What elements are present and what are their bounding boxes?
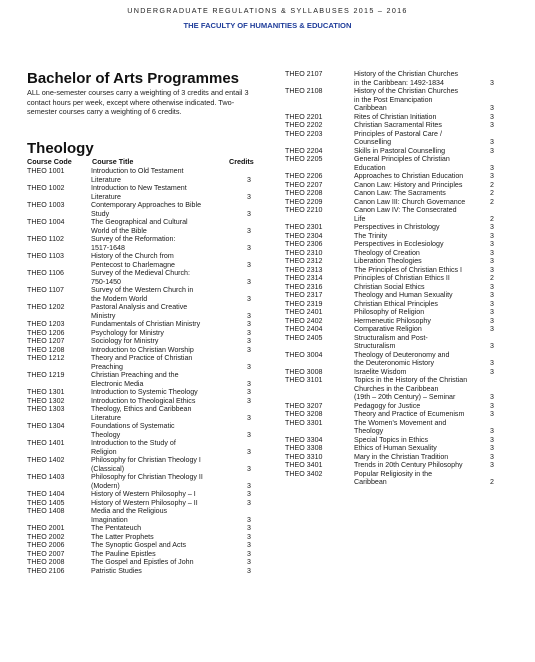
course-code: THEO 2107 bbox=[285, 70, 323, 78]
course-credits: 3 bbox=[247, 481, 251, 490]
course-title: Special Topics in Ethics bbox=[354, 435, 428, 444]
course-code: THEO 1208 bbox=[27, 345, 65, 354]
course-row bbox=[285, 351, 494, 368]
course-row bbox=[27, 167, 251, 184]
course-code: THEO 2204 bbox=[285, 146, 323, 155]
course-title: Christian Ethical Principles bbox=[354, 299, 438, 308]
course-row bbox=[27, 439, 251, 456]
course-credits: 3 bbox=[247, 260, 251, 269]
course-row bbox=[285, 453, 494, 462]
course-row bbox=[27, 490, 251, 499]
course-title: Introduction to Systemic Theology bbox=[91, 388, 198, 396]
course-credits: 3 bbox=[247, 192, 251, 201]
course-row bbox=[285, 232, 494, 241]
course-title: Comparative Religion bbox=[354, 325, 422, 333]
course-row bbox=[285, 155, 494, 172]
course-title: Principles of Christian Ethics II bbox=[354, 274, 450, 282]
course-code: THEO 2207 bbox=[285, 180, 323, 189]
course-code: THEO 2316 bbox=[285, 282, 323, 291]
course-code: THEO 2312 bbox=[285, 257, 323, 265]
course-title: Theology and Human Sexuality bbox=[354, 291, 453, 299]
course-row bbox=[285, 274, 494, 283]
course-credits: 3 bbox=[490, 78, 494, 87]
course-code: THEO 1402 bbox=[27, 456, 65, 464]
course-code: THEO 1103 bbox=[27, 252, 64, 260]
course-credits: 2 bbox=[490, 197, 494, 206]
course-title: Contemporary Approaches to Bible Study bbox=[91, 201, 202, 218]
course-title: Theology of Deuteronomy and the Deuteronomic History bbox=[354, 350, 450, 367]
col-header-code: Course Code bbox=[27, 157, 72, 166]
course-credits: 2 bbox=[490, 478, 494, 486]
course-code: THEO 2401 bbox=[285, 308, 323, 316]
course-credits: 3 bbox=[490, 393, 494, 401]
course-credits: 3 bbox=[247, 362, 251, 371]
course-title: Liberation Theologies bbox=[354, 257, 422, 265]
course-title: History of the Christian Churches in the Post Emancipation Caribbean bbox=[354, 87, 459, 112]
course-title: Introduction to Theological Ethics bbox=[91, 396, 196, 405]
course-title: The Synoptic Gospel and Acts bbox=[91, 541, 187, 549]
course-credits: 3 bbox=[490, 138, 494, 146]
course-credits: 3 bbox=[490, 231, 494, 240]
course-credits: 3 bbox=[247, 337, 251, 345]
course-code: THEO 2208 bbox=[285, 189, 323, 197]
course-code: THEO 2314 bbox=[285, 274, 323, 282]
col-header-credits: Credits bbox=[229, 157, 254, 166]
course-credits: 3 bbox=[490, 257, 494, 265]
course-row bbox=[285, 181, 494, 190]
course-credits: 3 bbox=[490, 461, 494, 469]
course-credits: 3 bbox=[490, 240, 494, 248]
course-credits: 3 bbox=[490, 359, 494, 367]
course-code: THEO 3304 bbox=[285, 435, 323, 444]
col-header-title: Course Title bbox=[92, 157, 134, 166]
course-table-left bbox=[27, 167, 251, 575]
course-row bbox=[27, 201, 251, 218]
course-title: Pastoral Analysis and Creative Ministry bbox=[91, 303, 188, 320]
course-title: Philosophy for Christian Theology I (Classical) bbox=[91, 456, 201, 473]
course-row bbox=[285, 317, 494, 326]
course-title: The Pentateuch bbox=[91, 524, 142, 532]
course-title: The Gospel and Epistles of John bbox=[91, 558, 194, 566]
course-row bbox=[285, 206, 494, 223]
course-title: The Latter Prophets bbox=[91, 532, 154, 541]
course-code: THEO 1303 bbox=[27, 405, 65, 413]
course-credits: 3 bbox=[490, 308, 494, 316]
course-row bbox=[27, 320, 251, 329]
course-code: THEO 3402 bbox=[285, 469, 323, 478]
course-code: THEO 3401 bbox=[285, 461, 323, 469]
course-credits: 3 bbox=[247, 388, 251, 396]
course-code: THEO 1102 bbox=[27, 235, 64, 243]
course-title: Introduction to Christian Worship bbox=[91, 345, 194, 354]
course-row bbox=[285, 308, 494, 317]
course-title: Philosophy for Christian Theology II (Modern) bbox=[91, 473, 203, 490]
course-code: THEO 1207 bbox=[27, 337, 65, 345]
course-credits: 3 bbox=[247, 541, 251, 549]
course-credits: 3 bbox=[490, 444, 494, 452]
course-credits: 2 bbox=[490, 214, 494, 223]
course-row bbox=[285, 461, 494, 470]
course-row bbox=[285, 376, 494, 402]
course-code: THEO 2202 bbox=[285, 121, 323, 129]
course-credits: 2 bbox=[490, 274, 494, 282]
course-code: THEO 3008 bbox=[285, 367, 323, 376]
course-row bbox=[285, 470, 494, 487]
course-code: THEO 2203 bbox=[285, 129, 323, 138]
course-row bbox=[27, 269, 251, 286]
course-title: Mary in the Christian Tradition bbox=[354, 452, 449, 461]
course-code: THEO 2007 bbox=[27, 549, 65, 558]
course-row bbox=[285, 444, 494, 453]
course-row bbox=[285, 198, 494, 207]
course-title: Rites of Christian Initiation bbox=[354, 112, 437, 121]
course-code: THEO 1404 bbox=[27, 490, 65, 498]
course-title: Topics in the History of the Christian Churches in the Caribbean (19th – 20th Century) – Seminar bbox=[354, 376, 468, 401]
course-credits: 3 bbox=[247, 524, 251, 532]
course-code: THEO 1401 bbox=[27, 439, 65, 447]
course-row bbox=[27, 422, 251, 439]
course-credits: 3 bbox=[490, 104, 494, 112]
course-credits: 3 bbox=[490, 146, 494, 155]
course-title: The Women's Movement and Theology bbox=[354, 418, 447, 435]
course-row bbox=[27, 354, 251, 371]
course-credits: 3 bbox=[247, 413, 251, 422]
course-title: Foundations of Systematic Theology bbox=[91, 422, 175, 439]
course-code: THEO 3310 bbox=[285, 452, 323, 461]
course-code: THEO 3004 bbox=[285, 350, 323, 359]
course-row bbox=[285, 223, 494, 232]
course-code: THEO 2210 bbox=[285, 206, 323, 214]
course-credits: 3 bbox=[490, 223, 494, 231]
course-code: THEO 2008 bbox=[27, 558, 65, 566]
programme-title: Bachelor of Arts Programmes bbox=[27, 70, 240, 87]
course-credits: 3 bbox=[247, 311, 251, 320]
course-code: THEO 1405 bbox=[27, 498, 65, 507]
course-credits: 3 bbox=[247, 226, 251, 235]
course-code: THEO 2404 bbox=[285, 325, 323, 333]
course-row bbox=[27, 303, 251, 320]
course-row bbox=[285, 240, 494, 249]
course-credits: 2 bbox=[490, 180, 494, 189]
course-title: Christian Social Ethics bbox=[354, 282, 425, 291]
course-code: THEO 2402 bbox=[285, 316, 323, 325]
course-title: History of Western Philosophy – I bbox=[91, 490, 196, 498]
course-row bbox=[27, 388, 251, 397]
course-credits: 3 bbox=[490, 401, 494, 410]
course-title: Survey of the Western Church in the Modern World bbox=[91, 286, 194, 303]
course-row bbox=[285, 334, 494, 351]
course-title: Psychology for Ministry bbox=[91, 328, 164, 337]
course-row bbox=[285, 257, 494, 266]
course-code: THEO 1304 bbox=[27, 422, 65, 430]
course-title: The Pauline Epistles bbox=[91, 549, 156, 558]
course-code: THEO 2310 bbox=[285, 248, 323, 257]
course-row bbox=[27, 558, 251, 567]
course-row bbox=[285, 419, 494, 436]
course-code: THEO 2313 bbox=[285, 265, 323, 274]
course-row bbox=[285, 283, 494, 292]
course-title: The Geographical and Cultural World of the Bible bbox=[91, 218, 188, 235]
course-row bbox=[285, 130, 494, 147]
course-title: Patristic Studies bbox=[91, 566, 142, 575]
course-credits: 3 bbox=[247, 549, 251, 558]
course-row bbox=[27, 329, 251, 338]
course-credits: 3 bbox=[490, 342, 494, 350]
course-title: Popular Religiosity in the Caribbean bbox=[354, 469, 433, 486]
course-title: Ethics of Human Sexuality bbox=[354, 444, 437, 452]
document-running-header: UNDERGRADUATE REGULATIONS & SYLLABUSES 2015 – 2016 bbox=[127, 6, 408, 15]
faculty-name: THE FACULTY OF HUMANITIES & EDUCATION bbox=[183, 21, 352, 30]
course-title: Theology, Ethics and Caribbean Literature bbox=[91, 405, 192, 422]
course-credits: 3 bbox=[490, 121, 494, 129]
course-row bbox=[27, 550, 251, 559]
course-title: Theory and Practice of Ecumenism bbox=[354, 410, 465, 418]
course-title: Pedagogy for Justice bbox=[354, 401, 421, 410]
course-title: Principles of Pastoral Care / Counselling bbox=[354, 129, 442, 146]
course-row bbox=[285, 436, 494, 445]
course-row bbox=[285, 249, 494, 258]
course-code: THEO 3308 bbox=[285, 444, 323, 452]
course-credits: 3 bbox=[247, 558, 251, 566]
course-credits: 3 bbox=[247, 498, 251, 507]
course-row bbox=[285, 87, 494, 113]
course-code: THEO 2405 bbox=[285, 333, 323, 342]
course-row bbox=[285, 113, 494, 122]
course-credits: 3 bbox=[247, 490, 251, 498]
course-code: THEO 2317 bbox=[285, 291, 323, 299]
course-title: Christian Sacramental Rites bbox=[354, 121, 442, 129]
course-title: Structuralism and Post- Structuralism bbox=[354, 333, 428, 350]
course-row bbox=[27, 286, 251, 303]
course-credits: 3 bbox=[490, 410, 494, 418]
course-title: Hermeneutic Philosophy bbox=[354, 316, 431, 325]
course-code: THEO 1408 bbox=[27, 507, 65, 515]
course-code: THEO 2006 bbox=[27, 541, 65, 549]
course-row bbox=[27, 235, 251, 252]
course-credits: 3 bbox=[247, 328, 251, 337]
course-title: Trends in 20th Century Philosophy bbox=[354, 461, 463, 469]
course-credits: 3 bbox=[247, 294, 251, 303]
course-code: THEO 2002 bbox=[27, 532, 65, 541]
course-credits: 3 bbox=[247, 447, 251, 456]
course-row bbox=[27, 218, 251, 235]
course-row bbox=[27, 252, 251, 269]
course-code: THEO 2001 bbox=[27, 524, 65, 532]
course-row bbox=[285, 70, 494, 87]
course-row bbox=[285, 402, 494, 411]
course-title: Canon Law IV: The Consecrated Life bbox=[354, 206, 457, 223]
course-credits: 3 bbox=[247, 345, 251, 354]
course-row bbox=[27, 524, 251, 533]
course-code: THEO 2209 bbox=[285, 197, 323, 206]
course-title: Canon Law III: Church Governance bbox=[354, 197, 466, 206]
course-code: THEO 3101 bbox=[285, 376, 323, 384]
course-title: Philosophy of Religion bbox=[354, 308, 425, 316]
course-title: Survey of the Reformation: 1517-1648 bbox=[91, 235, 176, 252]
course-title: Introduction to the Study of Religion bbox=[91, 439, 176, 456]
course-table-right bbox=[285, 70, 494, 487]
course-title: History of the Church from Pentecost to Charlemagne bbox=[91, 252, 175, 269]
course-credits: 3 bbox=[490, 435, 494, 444]
course-title: Introduction to Old Testament Literature bbox=[91, 167, 184, 184]
course-row bbox=[27, 507, 251, 524]
course-title: The Trinity bbox=[354, 231, 388, 240]
course-credits: 3 bbox=[490, 452, 494, 461]
course-row bbox=[27, 567, 251, 576]
course-title: Introduction to New Testament Literature bbox=[91, 184, 187, 201]
course-credits: 3 bbox=[490, 163, 494, 172]
course-code: THEO 1002 bbox=[27, 184, 65, 192]
course-title: Theory and Practice of Christian Preaching bbox=[91, 354, 193, 371]
course-row bbox=[285, 189, 494, 198]
course-title: Sociology for Ministry bbox=[91, 337, 159, 345]
course-code: THEO 1003 bbox=[27, 201, 65, 209]
course-credits: 3 bbox=[490, 299, 494, 308]
course-credits: 3 bbox=[247, 532, 251, 541]
course-code: THEO 3208 bbox=[285, 410, 323, 418]
course-code: THEO 1107 bbox=[27, 286, 64, 294]
course-credits: 3 bbox=[490, 316, 494, 325]
course-title: Christian Preaching and the Electronic Media bbox=[91, 371, 179, 388]
course-row bbox=[27, 541, 251, 550]
course-title: Survey of the Medieval Church: 750-1450 bbox=[91, 269, 190, 286]
course-row bbox=[27, 371, 251, 388]
course-row bbox=[27, 473, 251, 490]
course-code: THEO 1106 bbox=[27, 269, 64, 277]
course-title: Theology of Creation bbox=[354, 248, 420, 257]
course-code: THEO 1203 bbox=[27, 320, 65, 328]
course-row bbox=[27, 337, 251, 346]
course-row bbox=[27, 346, 251, 355]
course-code: THEO 1202 bbox=[27, 303, 65, 311]
course-code: THEO 3301 bbox=[285, 418, 323, 427]
course-row bbox=[285, 121, 494, 130]
course-credits: 3 bbox=[490, 172, 494, 180]
course-code: THEO 2205 bbox=[285, 155, 323, 163]
course-credits: 3 bbox=[490, 427, 494, 435]
course-credits: 3 bbox=[247, 464, 251, 473]
course-row bbox=[27, 184, 251, 201]
course-code: THEO 2106 bbox=[27, 566, 65, 575]
course-credits: 3 bbox=[247, 320, 251, 328]
course-code: THEO 2301 bbox=[285, 223, 323, 231]
course-credits: 3 bbox=[247, 430, 251, 439]
course-code: THEO 2206 bbox=[285, 172, 323, 180]
course-code: THEO 2319 bbox=[285, 299, 323, 308]
course-credits: 3 bbox=[247, 515, 251, 524]
course-title: Media and the Religious Imagination bbox=[91, 507, 168, 524]
course-credits: 3 bbox=[490, 325, 494, 333]
course-title: History of Western Philosophy – II bbox=[91, 498, 198, 507]
course-title: Israelite Wisdom bbox=[354, 367, 407, 376]
course-code: THEO 1302 bbox=[27, 396, 65, 405]
course-row bbox=[285, 300, 494, 309]
course-credits: 3 bbox=[247, 379, 251, 388]
course-row bbox=[285, 147, 494, 156]
course-code: THEO 1004 bbox=[27, 218, 65, 226]
course-credits: 3 bbox=[490, 282, 494, 291]
course-row bbox=[27, 533, 251, 542]
course-title: Fundamentals of Christian Ministry bbox=[91, 320, 201, 328]
course-row bbox=[27, 397, 251, 406]
course-title: General Principles of Christian Education bbox=[354, 155, 450, 172]
course-code: THEO 2304 bbox=[285, 231, 323, 240]
course-title: Approaches to Christian Education bbox=[354, 172, 464, 180]
course-credits: 3 bbox=[247, 396, 251, 405]
course-row bbox=[285, 172, 494, 181]
course-code: THEO 1219 bbox=[27, 371, 65, 379]
course-code: THEO 2108 bbox=[285, 87, 323, 95]
course-credits: 2 bbox=[490, 189, 494, 197]
course-credits: 3 bbox=[247, 277, 251, 286]
course-credits: 3 bbox=[247, 566, 251, 575]
course-row bbox=[285, 291, 494, 300]
course-credits: 3 bbox=[247, 209, 251, 218]
course-code: THEO 3207 bbox=[285, 401, 323, 410]
course-code: THEO 1206 bbox=[27, 328, 65, 337]
course-credits: 3 bbox=[490, 112, 494, 121]
course-code: THEO 2306 bbox=[285, 240, 323, 248]
course-credits: 3 bbox=[247, 175, 251, 184]
course-title: Perspectives in Ecclesiology bbox=[354, 240, 444, 248]
course-title: History of the Christian Churches in the Caribbean: 1492-1834 bbox=[354, 70, 459, 87]
course-title: The Principles of Christian Ethics I bbox=[354, 265, 463, 274]
course-code: THEO 1301 bbox=[27, 388, 65, 396]
programme-intro: ALL one-semester courses carry a weighting of 3 credits and entail 3 contact hours per week, except where otherwise indicated. Two-semester courses carry a weighting of 6 credits. bbox=[27, 88, 249, 117]
course-code: THEO 1403 bbox=[27, 473, 65, 481]
course-row bbox=[285, 325, 494, 334]
course-credits: 3 bbox=[490, 265, 494, 274]
course-credits: 3 bbox=[490, 367, 494, 376]
course-title: Perspectives in Christology bbox=[354, 223, 440, 231]
course-title: Skills in Pastoral Counselling bbox=[354, 146, 446, 155]
course-code: THEO 1212 bbox=[27, 354, 65, 362]
course-row bbox=[285, 368, 494, 377]
course-row bbox=[27, 405, 251, 422]
course-credits: 3 bbox=[490, 291, 494, 299]
course-row bbox=[27, 456, 251, 473]
course-title: Canon Law: The Sacraments bbox=[354, 189, 446, 197]
course-title: Canon Law: History and Principles bbox=[354, 180, 463, 189]
course-row bbox=[285, 410, 494, 419]
course-row bbox=[285, 266, 494, 275]
section-title: Theology bbox=[27, 140, 94, 157]
course-code: THEO 1001 bbox=[27, 167, 65, 175]
course-credits: 3 bbox=[247, 243, 251, 252]
course-row bbox=[27, 499, 251, 508]
course-code: THEO 2201 bbox=[285, 112, 323, 121]
course-credits: 3 bbox=[490, 248, 494, 257]
